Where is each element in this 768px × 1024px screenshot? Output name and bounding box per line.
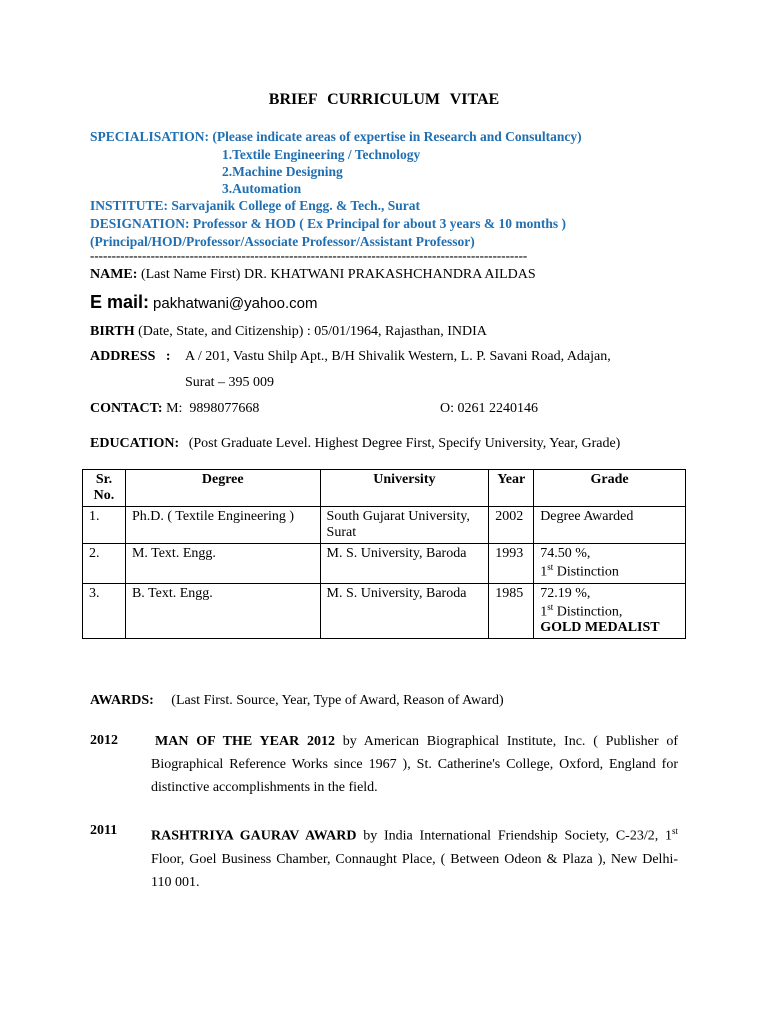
- designation-options: (Principal/HOD/Professor/Associate Professor/Assistant Professor): [90, 234, 475, 249]
- award-entry: [151, 820, 678, 894]
- birth-row: [90, 324, 487, 340]
- cell-university: [320, 507, 489, 544]
- university-line2: Surat: [326, 525, 357, 540]
- cell-year: 1985: [489, 583, 534, 639]
- cell-year: 2002: [489, 507, 534, 544]
- cell-grade: Degree Awarded: [534, 507, 686, 544]
- university-line1: South Gujarat University,: [326, 509, 470, 524]
- award-year: 2012: [90, 733, 118, 748]
- birth-hint: (Date, State, and Citizenship) :: [138, 324, 311, 339]
- education-table: [82, 469, 686, 639]
- grade-rank: 1: [540, 564, 548, 580]
- email-label: E mail:: [90, 292, 150, 312]
- address-row: [90, 349, 171, 365]
- awards-row: [90, 693, 504, 709]
- grade-distinction: Distinction: [553, 564, 619, 580]
- education-label: EDUCATION:: [90, 436, 180, 451]
- specialisation-item: 1.Textile Engineering / Technology: [222, 147, 421, 162]
- name-hint: (Last Name First): [140, 267, 241, 282]
- institute-line: INSTITUTE: Sarvajanik College of Engg. & Tech., Surat: [90, 198, 421, 213]
- separator-line: -----------------------------------------------------------------------------------------------------: [90, 248, 528, 263]
- grade-rank-suffix: st: [547, 562, 554, 572]
- contact-office: O: 0261 2240146: [440, 401, 538, 416]
- contact-label: CONTACT:: [90, 401, 163, 416]
- document-title: BRIEF CURRICULUM VITAE: [268, 91, 500, 108]
- grade-value: 72.19 %,: [540, 585, 591, 601]
- grade-value: 74.50 %,: [540, 546, 591, 561]
- cell-sr: 2.: [83, 544, 126, 584]
- grade-rank-suffix: st: [547, 601, 554, 612]
- cell-degree: B. Text. Engg.: [125, 583, 320, 639]
- header-sr-line2: No.: [93, 488, 115, 503]
- table-row: [83, 583, 686, 639]
- birth-value: 05/01/1964, Rajasthan, INDIA: [314, 324, 487, 339]
- table-header-row: [83, 470, 686, 507]
- education-hint: (Post Graduate Level. Highest Degree First, Specify University, Year, Grade): [188, 436, 621, 451]
- contact-row: [90, 401, 259, 417]
- specialisation-item: 3.Automation: [222, 181, 302, 196]
- award-title: MAN OF THE YEAR 2012: [155, 734, 335, 749]
- email-row: [90, 292, 318, 313]
- address-line1: A / 201, Vastu Shilp Apt., B/H Shivalik Western, L. P. Savani Road, Adajan,: [185, 349, 611, 364]
- header-sr: [83, 470, 126, 507]
- cell-sr: 3.: [83, 583, 126, 639]
- address-label: ADDRESS :: [90, 349, 171, 364]
- cell-degree: M. Text. Engg.: [125, 544, 320, 584]
- cell-university: M. S. University, Baroda: [320, 544, 489, 584]
- cell-university: M. S. University, Baroda: [320, 583, 489, 639]
- designation-line: DESIGNATION: Professor & HOD ( Ex Principal for about 3 years & 10 months ): [90, 216, 566, 231]
- award-entry: [151, 730, 678, 799]
- specialisation-heading: SPECIALISATION: (Please indicate areas of expertise in Research and Consultancy): [90, 129, 582, 144]
- specialisation-item: 2.Machine Designing: [222, 164, 343, 179]
- table-row: [83, 507, 686, 544]
- header-sr-line1: Sr.: [95, 472, 113, 487]
- awards-hint: (Last First. Source, Year, Type of Award, Reason of Award): [171, 693, 504, 708]
- cell-degree: Ph.D. ( Textile Engineering ): [125, 507, 320, 544]
- name-row: [90, 267, 536, 283]
- award-text-sup: st: [672, 826, 679, 836]
- award-text: by India International Friendship Society, C-23/2, 1: [363, 828, 673, 844]
- award-text: by American Biographical Institute, Inc. ( Publisher of Biographical Reference Works since 1967 ), St. Catherine's College, Oxford, England for distinctive accomplishments in the field.: [151, 734, 678, 795]
- cell-year: 1993: [489, 544, 534, 584]
- contact-mobile: M: 9898077668: [166, 401, 260, 416]
- education-row: [90, 436, 620, 452]
- grade-distinction: Distinction,: [553, 604, 623, 620]
- name-label: NAME:: [90, 267, 138, 282]
- header-degree: Degree: [125, 470, 320, 507]
- header-grade: Grade: [534, 470, 686, 507]
- award-year: 2011: [90, 823, 118, 838]
- award-title: RASHTRIYA GAURAV AWARD: [151, 828, 357, 844]
- award-text-cont: Floor, Goel Business Chamber, Connaught Place, ( Between Odeon & Plaza ), New Delhi-110 001.: [151, 851, 678, 890]
- cell-grade: [534, 583, 686, 639]
- email-value: pakhatwani@yahoo.com: [153, 295, 318, 312]
- header-university: University: [320, 470, 489, 507]
- cell-sr: 1.: [83, 507, 126, 544]
- table-row: [83, 544, 686, 584]
- address-line2: Surat – 395 009: [185, 375, 275, 390]
- birth-label: BIRTH: [90, 324, 135, 339]
- name-value: DR. KHATWANI PRAKASHCHANDRA AILDAS: [243, 267, 536, 282]
- awards-label: AWARDS:: [90, 693, 154, 708]
- grade-medal: GOLD MEDALIST: [540, 620, 660, 636]
- header-year: Year: [489, 470, 534, 507]
- cell-grade: [534, 544, 686, 584]
- grade-rank: 1: [540, 604, 548, 620]
